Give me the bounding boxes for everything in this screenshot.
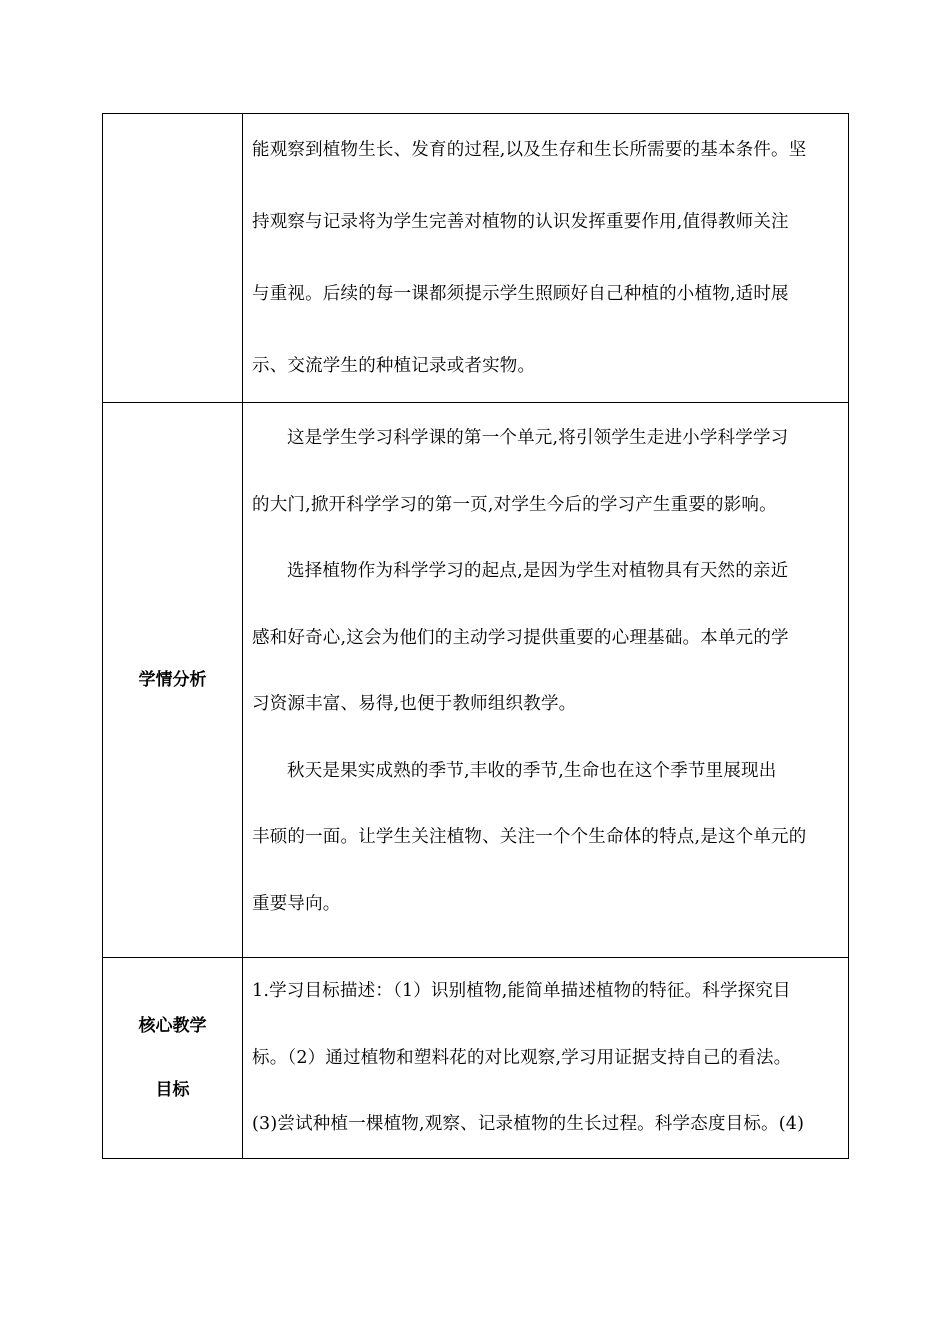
row-content-cell <box>243 958 849 1159</box>
text-line: 1.学习目标描述：（1）识别植物,能简单描述植物的特征。科学探究目 <box>252 981 791 1001</box>
text-line: 标。（2）通过植物和塑料花的对比观察,学习用证据支持自己的看法。 <box>252 1047 792 1068</box>
row-content-cell <box>243 403 849 958</box>
row-label-cell <box>103 114 243 403</box>
table-row <box>103 114 849 403</box>
row-label-cell <box>103 958 243 1159</box>
text-line: 秋天是果实成熟的季节,丰收的季节,生命也在这个季节里展现出 <box>287 760 777 781</box>
document-table <box>102 113 849 1159</box>
text-line: 选择植物作为科学学习的起点,是因为学生对植物具有天然的亲近 <box>287 561 789 581</box>
text-line: 这是学生学习科学课的第一个单元,将引领学生走进小学科学学习 <box>287 428 789 448</box>
table-row <box>103 958 849 1159</box>
text-line: 示、交流学生的种植记录或者实物。 <box>252 356 536 376</box>
text-line: 的大门,掀开科学学习的第一页,对学生今后的学习产生重要的影响。 <box>252 494 777 515</box>
section-label-core-goals-line1: 核心教学 <box>138 1015 207 1036</box>
text-line: 持观察与记录将为学生完善对植物的认识发挥重要作用,值得教师关注 <box>252 212 789 232</box>
text-line: 能观察到植物生长、发育的过程,以及生存和生长所需要的基本条件。坚 <box>252 140 807 160</box>
section-label-core-goals-line2: 目标 <box>155 1079 190 1100</box>
text-line: 感和好奇心,这会为他们的主动学习提供重要的心理基础。本单元的学 <box>252 627 789 648</box>
text-line: 与重视。后续的每一课都须提示学生照顾好自己种植的小植物,适时展 <box>252 284 789 304</box>
text-line: 习资源丰富、易得,也便于教师组织教学。 <box>252 694 577 714</box>
text-line: 重要导向。 <box>252 893 341 914</box>
table-row <box>103 403 849 958</box>
section-label-learning-analysis: 学情分析 <box>138 670 207 690</box>
text-line: (3)尝试种植一棵植物,观察、记录植物的生长过程。科学态度目标。(4) <box>252 1114 805 1134</box>
text-line: 丰硕的一面。让学生关注植物、关注一个个生命体的特点,是这个单元的 <box>252 827 807 847</box>
row-content-cell <box>243 114 849 403</box>
row-label-cell <box>103 403 243 958</box>
